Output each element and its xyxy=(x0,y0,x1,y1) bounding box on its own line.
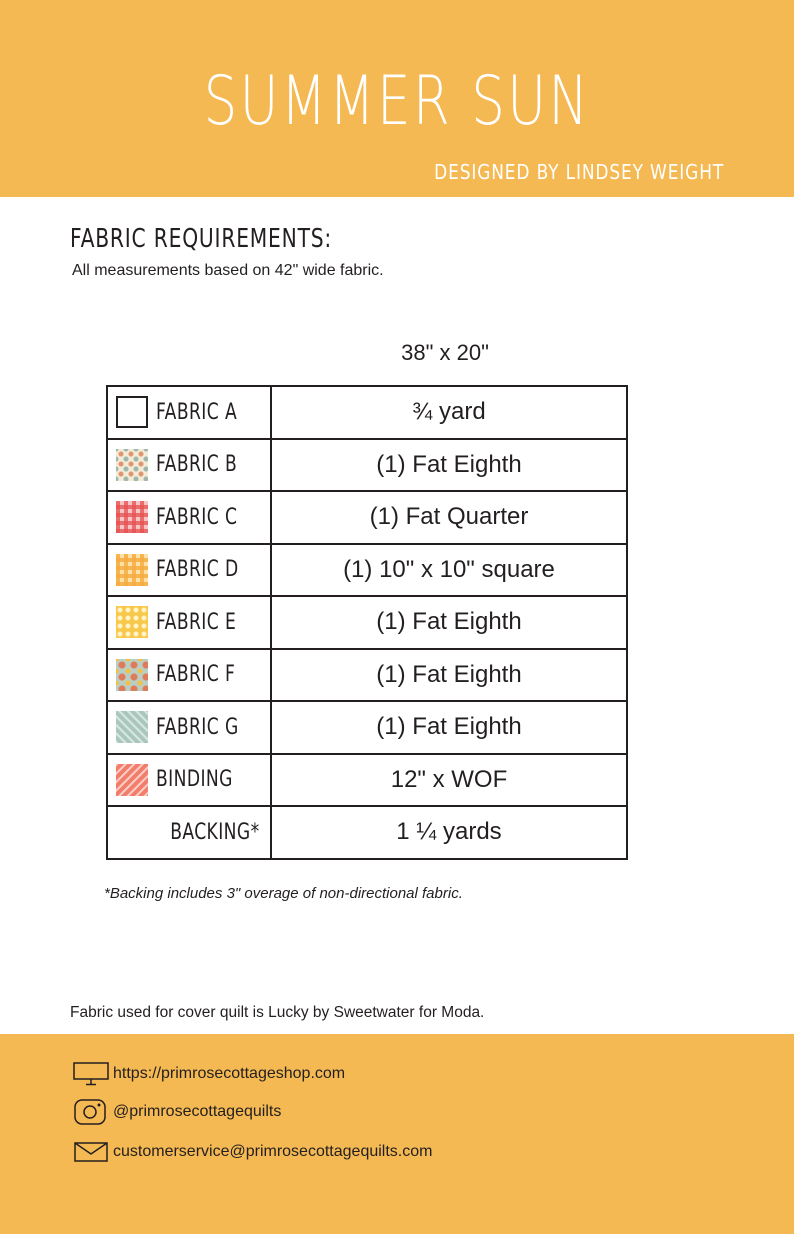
fabric-swatch xyxy=(116,711,148,743)
fabric-amount: 1 ¼ yards xyxy=(271,806,627,859)
table-row xyxy=(107,701,627,754)
fabric-amount: (1) Fat Eighth xyxy=(271,596,627,649)
fabric-label: BINDING xyxy=(156,767,233,793)
website-contact[interactable] xyxy=(73,1062,345,1086)
fabric-label: FABRIC E xyxy=(156,609,237,635)
fabric-requirements-heading: FABRIC REQUIREMENTS: xyxy=(70,224,333,254)
fabric-label: FABRIC C xyxy=(156,504,238,530)
table-row xyxy=(107,754,627,807)
fabric-name-cell xyxy=(107,491,271,544)
instagram-contact[interactable] xyxy=(73,1100,281,1124)
fabric-swatch xyxy=(116,764,148,796)
fabric-name-cell xyxy=(107,386,271,439)
fabric-swatch xyxy=(116,396,148,428)
table-row xyxy=(107,596,627,649)
instagram-handle[interactable]: @primrosecottagequilts xyxy=(113,1103,282,1120)
table-row xyxy=(107,649,627,702)
fabric-name-cell xyxy=(107,649,271,702)
table-row xyxy=(107,544,627,597)
fabric-swatch xyxy=(116,449,148,481)
designer-credit: DESIGNED BY LINDSEY WEIGHT xyxy=(434,160,724,184)
table-row xyxy=(107,386,627,439)
email-link[interactable]: customerservice@primrosecottagequilts.com xyxy=(113,1143,433,1160)
monitor-icon xyxy=(73,1062,109,1086)
fabric-amount: (1) 10" x 10" square xyxy=(271,544,627,597)
measurement-note: All measurements based on 42" wide fabric. xyxy=(72,262,384,279)
quilt-size-label: 38" x 20" xyxy=(401,340,489,365)
instagram-icon xyxy=(73,1100,109,1124)
fabric-name-cell xyxy=(107,701,271,754)
fabric-name-cell xyxy=(107,544,271,597)
backing-footnote: *Backing includes 3" overage of non-directional fabric. xyxy=(104,885,463,902)
table-row xyxy=(107,491,627,544)
fabric-amount: (1) Fat Eighth xyxy=(271,701,627,754)
pattern-title: SUMMER SUN xyxy=(203,62,591,141)
fabric-swatch xyxy=(116,606,148,638)
fabric-name-cell xyxy=(107,806,271,859)
fabric-amount: (1) Fat Quarter xyxy=(271,491,627,544)
fabric-label: FABRIC D xyxy=(156,557,239,583)
fabric-label: FABRIC A xyxy=(156,399,238,425)
fabric-name-cell xyxy=(107,439,271,492)
fabric-swatch xyxy=(116,659,148,691)
email-contact[interactable] xyxy=(73,1140,432,1164)
table-row xyxy=(107,439,627,492)
fabric-swatch xyxy=(116,501,148,533)
fabric-name-cell xyxy=(107,596,271,649)
fabric-label: FABRIC G xyxy=(156,714,239,740)
fabric-label: FABRIC F xyxy=(156,662,236,688)
fabric-amount: 12" x WOF xyxy=(271,754,627,807)
table-row xyxy=(107,806,627,859)
cover-fabric-note: Fabric used for cover quilt is Lucky by Sweetwater for Moda. xyxy=(70,1004,485,1021)
mail-icon xyxy=(73,1140,109,1164)
fabric-label: FABRIC B xyxy=(156,452,238,478)
fabric-amount: (1) Fat Eighth xyxy=(271,649,627,702)
fabric-amount: ¾ yard xyxy=(271,386,627,439)
website-link[interactable]: https://primrosecottageshop.com xyxy=(113,1065,346,1082)
fabric-label: BACKING* xyxy=(170,819,260,845)
fabric-swatch xyxy=(116,554,148,586)
fabric-requirements-table xyxy=(106,385,628,860)
fabric-name-cell xyxy=(107,754,271,807)
fabric-amount: (1) Fat Eighth xyxy=(271,439,627,492)
